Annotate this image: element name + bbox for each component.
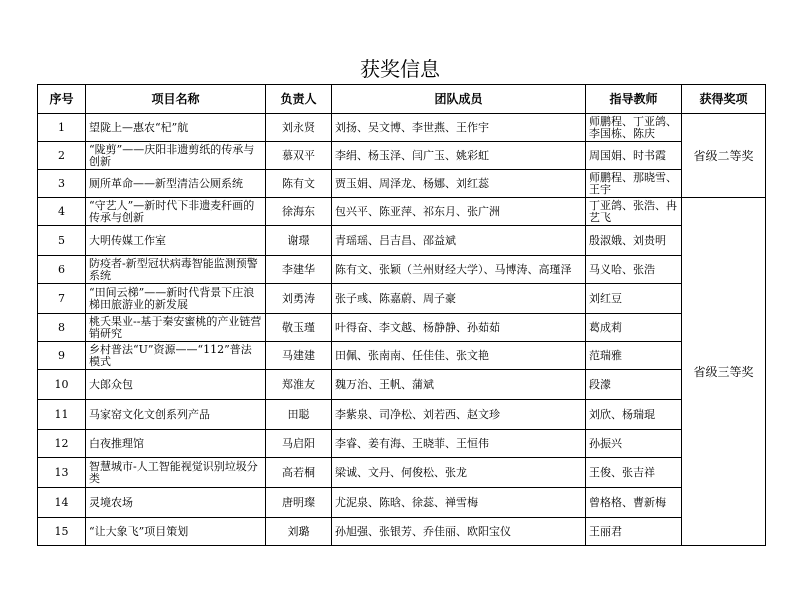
cell-advisors: 师鹏程、那晓雪、王宇 (586, 170, 682, 198)
cell-seq: 10 (38, 370, 86, 400)
page-title: 获奖信息 (360, 57, 440, 81)
cell-project: 桃夭果业--基于秦安蜜桃的产业链营销研究 (86, 314, 266, 342)
cell-project: 大郎众包 (86, 370, 266, 400)
cell-project: “守艺人”—新时代下非遗麦秆画的传承与创新 (86, 198, 266, 226)
cell-advisors: 师鹏程、丁亚鸽、李国栋、陈庆 (586, 114, 682, 142)
cell-leader: 刘永贤 (266, 114, 332, 142)
cell-leader: 高若桐 (266, 458, 332, 488)
table-row (38, 314, 766, 342)
cell-advisors: 曾格格、曹新梅 (586, 488, 682, 518)
cell-leader: 刘勇涛 (266, 284, 332, 314)
table-row (38, 114, 766, 142)
cell-members: 李紫泉、司净松、刘若西、赵文珍 (332, 400, 586, 430)
cell-advisors: 孙振兴 (586, 430, 682, 458)
cell-advisors: 马义哈、张浩 (586, 256, 682, 284)
cell-leader: 李建华 (266, 256, 332, 284)
cell-seq: 9 (38, 342, 86, 370)
cell-project: 望陇上—惠农“杞”航 (86, 114, 266, 142)
cell-members: 李睿、姜有海、王晓菲、王恒伟 (332, 430, 586, 458)
cell-seq: 5 (38, 226, 86, 256)
award-cell-second: 省级二等奖 (682, 114, 766, 198)
cell-leader: 敬玉瑾 (266, 314, 332, 342)
cell-project: 马家窑文化文创系列产品 (86, 400, 266, 430)
cell-leader: 陈有文 (266, 170, 332, 198)
table-header-row (38, 85, 766, 114)
cell-members: 陈有文、张颖（兰州财经大学）、马博涛、高瑾泽 (332, 256, 586, 284)
table-row (38, 170, 766, 198)
table-row (38, 400, 766, 430)
cell-members: 刘扬、吴文博、李世燕、王作宇 (332, 114, 586, 142)
header-members: 团队成员 (332, 85, 586, 114)
cell-advisors: 王丽君 (586, 518, 682, 546)
cell-members: 李绢、杨玉泽、闫广玉、姚彩虹 (332, 142, 586, 170)
cell-project: 大明传媒工作室 (86, 226, 266, 256)
cell-advisors: 刘红豆 (586, 284, 682, 314)
cell-seq: 13 (38, 458, 86, 488)
cell-members: 叶得奋、李文越、杨静静、孙茹茹 (332, 314, 586, 342)
cell-leader: 郑淮友 (266, 370, 332, 400)
cell-leader: 徐海东 (266, 198, 332, 226)
cell-seq: 4 (38, 198, 86, 226)
cell-leader: 刘璐 (266, 518, 332, 546)
table-row (38, 458, 766, 488)
cell-leader: 田聪 (266, 400, 332, 430)
cell-members: 尤泥泉、陈晗、徐蕊、禅雪梅 (332, 488, 586, 518)
cell-advisors: 王俊、张吉祥 (586, 458, 682, 488)
cell-project: “田间云梯”——新时代背景下庄浪梯田旅游业的新发展 (86, 284, 266, 314)
cell-seq: 7 (38, 284, 86, 314)
cell-seq: 15 (38, 518, 86, 546)
cell-members: 张子彧、陈嘉蔚、周子豪 (332, 284, 586, 314)
cell-seq: 11 (38, 400, 86, 430)
table-row (38, 430, 766, 458)
cell-project: 乡村普法“U”资源——“112”普法模式 (86, 342, 266, 370)
cell-advisors: 刘欣、杨瑞琨 (586, 400, 682, 430)
header-award: 获得奖项 (682, 85, 766, 114)
header-project: 项目名称 (86, 85, 266, 114)
cell-project: 白夜推理馆 (86, 430, 266, 458)
cell-project: 厕所革命——新型清洁公厕系统 (86, 170, 266, 198)
table-row (38, 342, 766, 370)
cell-seq: 6 (38, 256, 86, 284)
header-leader: 负责人 (266, 85, 332, 114)
cell-seq: 12 (38, 430, 86, 458)
cell-seq: 1 (38, 114, 86, 142)
cell-seq: 8 (38, 314, 86, 342)
cell-advisors: 丁亚鸽、张浩、冉艺飞 (586, 198, 682, 226)
cell-seq: 14 (38, 488, 86, 518)
table-row (38, 370, 766, 400)
cell-advisors: 段濛 (586, 370, 682, 400)
cell-advisors: 周国娟、时书霞 (586, 142, 682, 170)
cell-members: 梁诚、文丹、何俊松、张龙 (332, 458, 586, 488)
cell-members: 魏万治、王帆、蒲斌 (332, 370, 586, 400)
cell-members: 贾玉娟、周泽龙、杨娜、刘红蕊 (332, 170, 586, 198)
cell-seq: 3 (38, 170, 86, 198)
cell-project: 灵境农场 (86, 488, 266, 518)
cell-members: 孙旭强、张银芳、乔佳丽、欧阳宝仪 (332, 518, 586, 546)
awards-table (37, 84, 766, 546)
cell-members: 青瑶瑶、吕吉昌、邵益斌 (332, 226, 586, 256)
cell-project: “陇剪”——庆阳非遗剪纸的传承与创新 (86, 142, 266, 170)
header-seq: 序号 (38, 85, 86, 114)
table-row (38, 142, 766, 170)
cell-project: 防疫者-新型冠状病毒智能监测预警系统 (86, 256, 266, 284)
cell-seq: 2 (38, 142, 86, 170)
table-row (38, 488, 766, 518)
cell-leader: 马建建 (266, 342, 332, 370)
cell-advisors: 殷淑娥、刘贵明 (586, 226, 682, 256)
cell-members: 田佩、张南南、任佳佳、张文艳 (332, 342, 586, 370)
cell-leader: 谢璟 (266, 226, 332, 256)
cell-advisors: 葛成莉 (586, 314, 682, 342)
table-row (38, 518, 766, 546)
award-cell-third: 省级三等奖 (682, 198, 766, 546)
header-advisors: 指导教师 (586, 85, 682, 114)
table-row (38, 198, 766, 226)
table-row (38, 226, 766, 256)
cell-advisors: 范瑞雅 (586, 342, 682, 370)
cell-leader: 慕双平 (266, 142, 332, 170)
cell-project: 智慧城市-人工智能视觉识别垃圾分类 (86, 458, 266, 488)
cell-leader: 马启阳 (266, 430, 332, 458)
table-row (38, 284, 766, 314)
cell-members: 包兴平、陈亚萍、祁东月、张广洲 (332, 198, 586, 226)
cell-leader: 唐明璨 (266, 488, 332, 518)
cell-project: “让大象飞”项目策划 (86, 518, 266, 546)
table-row (38, 256, 766, 284)
